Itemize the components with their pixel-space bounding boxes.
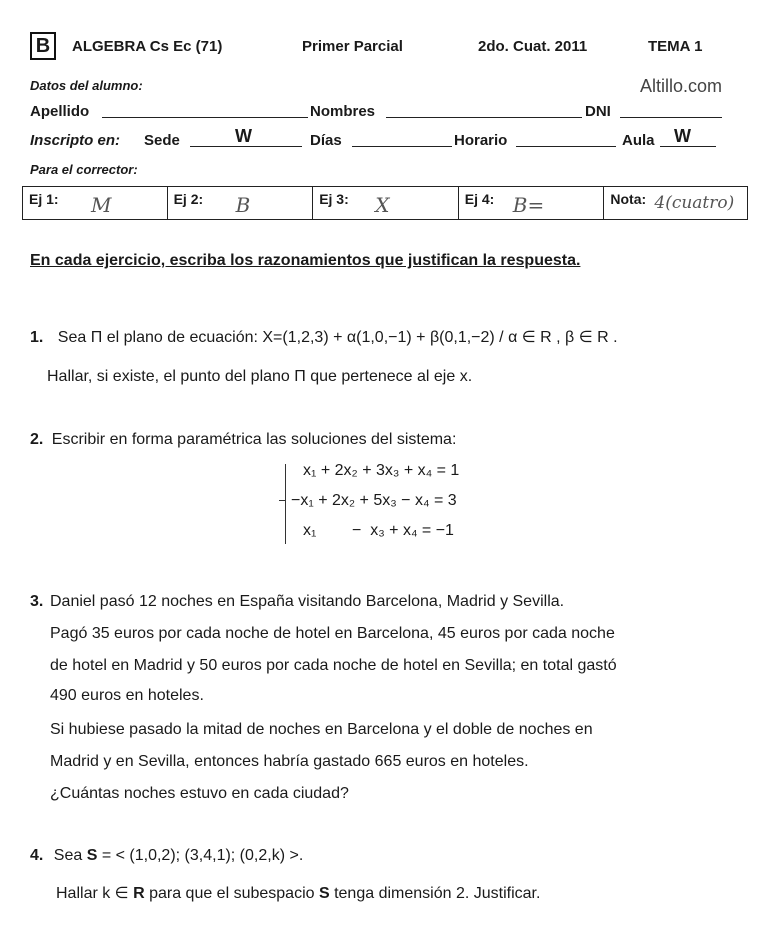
sede-label: Sede [144, 132, 180, 149]
grade-label: Ej 2: [173, 191, 204, 207]
course-name: ALGEBRA Cs Ec (71) [72, 38, 223, 55]
problem-2-statement: Escribir en forma paramétrica las soluciones del sistema: [51, 431, 457, 448]
horario-field[interactable] [516, 132, 616, 147]
problem-1 [30, 328, 618, 348]
grade-cell-nota [604, 187, 747, 219]
grade-label: Ej 4: [464, 191, 495, 207]
problem-number: 1. [30, 329, 44, 346]
grade-mark: M [91, 193, 112, 217]
question-part: tenga dimensión 2. Justificar. [329, 885, 541, 902]
equation-2: −x₁ + 2x₂ + 5x₃ − x₄ = 3 [291, 492, 457, 509]
apellido-field[interactable] [102, 103, 308, 118]
student-data-title: Datos del alumno: [30, 78, 143, 93]
problem-2 [30, 430, 456, 450]
dias-label: Días [310, 132, 342, 149]
problem-3-line: de hotel en Madrid y 50 euros por cada noche de hotel en Sevilla; en total gastó [50, 657, 617, 674]
problem-4 [30, 846, 303, 866]
problem-3-line: 490 euros en hoteles. [50, 687, 204, 704]
equation-3: x₁ − x₃ + x₄ = −1 [303, 522, 454, 539]
brand-watermark: Altillo.com [640, 76, 723, 96]
problem-number: 3. [30, 593, 44, 610]
inscripto-label: Inscripto en: [30, 132, 121, 149]
problem-1-question: Hallar, si existe, el punto del plano Π que pertenece al eje x. [47, 368, 473, 385]
exam-header [30, 30, 750, 60]
problem-3-line: Pagó 35 euros por cada noche de hotel en Barcelona, 45 euros por cada noche [50, 625, 615, 642]
aula-label: Aula [622, 132, 655, 149]
problem-3-line: Daniel pasó 12 noches en España visitando Barcelona, Madrid y Sevilla. [50, 593, 565, 610]
subspace-symbol: S [318, 885, 330, 902]
term: 2do. Cuat. 2011 [478, 38, 588, 55]
problem-number: 2. [30, 431, 44, 448]
nombres-label: Nombres [310, 103, 376, 120]
apellido-label: Apellido [30, 103, 90, 120]
grade-cell-ej2 [168, 187, 314, 219]
version-box: B [30, 32, 56, 60]
grade-mark: X [375, 193, 390, 217]
problem-4-definition: = < (1,0,2); (3,4,1); (0,2,k) >. [97, 847, 304, 864]
grade-label: Ej 3: [319, 191, 349, 207]
grade-mark: B= [512, 193, 545, 217]
student-row-1 [30, 103, 750, 123]
grade-mark: 4(cuatro) [654, 193, 735, 213]
problem-number: 4. [30, 847, 44, 864]
dias-field[interactable] [352, 132, 452, 147]
problem-3-line: Madrid y en Sevilla, entonces habría gastado 665 euros en hoteles. [50, 753, 529, 770]
grade-mark: B [235, 193, 251, 217]
tema: TEMA 1 [648, 38, 703, 55]
equation-1: x₁ + 2x₂ + 3x₃ + x₄ = 1 [303, 462, 460, 479]
corrector-label: Para el corrector: [30, 162, 138, 177]
grade-cell-ej1 [23, 187, 168, 219]
grade-table [22, 186, 748, 220]
nombres-field[interactable] [386, 103, 582, 118]
grade-label: Nota: [610, 191, 647, 207]
problem-3-line: ¿Cuántas noches estuvo en cada ciudad? [50, 785, 349, 802]
aula-mark: W [674, 126, 691, 146]
dni-field[interactable] [620, 103, 722, 118]
dni-label: DNI [585, 103, 611, 120]
problem-3-line: Si hubiese pasado la mitad de noches en Barcelona y el doble de noches en [50, 721, 593, 738]
grade-cell-ej3 [313, 187, 459, 219]
question-part: para que el subespacio [144, 885, 319, 902]
question-part: Hallar k ∈ [56, 885, 134, 902]
horario-label: Horario [454, 132, 508, 149]
instruction: En cada ejercicio, escriba los razonamientos que justifican la respuesta. [30, 252, 581, 269]
reals-symbol: R [133, 885, 145, 902]
subspace-symbol: S [86, 847, 98, 864]
student-row-2 [30, 126, 750, 152]
grade-label: Ej 1: [29, 191, 59, 207]
equation-system [285, 462, 505, 548]
problem-4-question [56, 884, 540, 904]
exam-name: Primer Parcial [302, 38, 403, 55]
problem-4-sea: Sea [53, 847, 87, 864]
sede-mark: W [235, 126, 252, 146]
grade-cell-ej4 [459, 187, 605, 219]
problem-1-statement: Sea Π el plano de ecuación: X=(1,2,3) + α(1,0,−1) + β(0,1,−2) / α ∈ R , β ∈ R . [57, 329, 618, 346]
